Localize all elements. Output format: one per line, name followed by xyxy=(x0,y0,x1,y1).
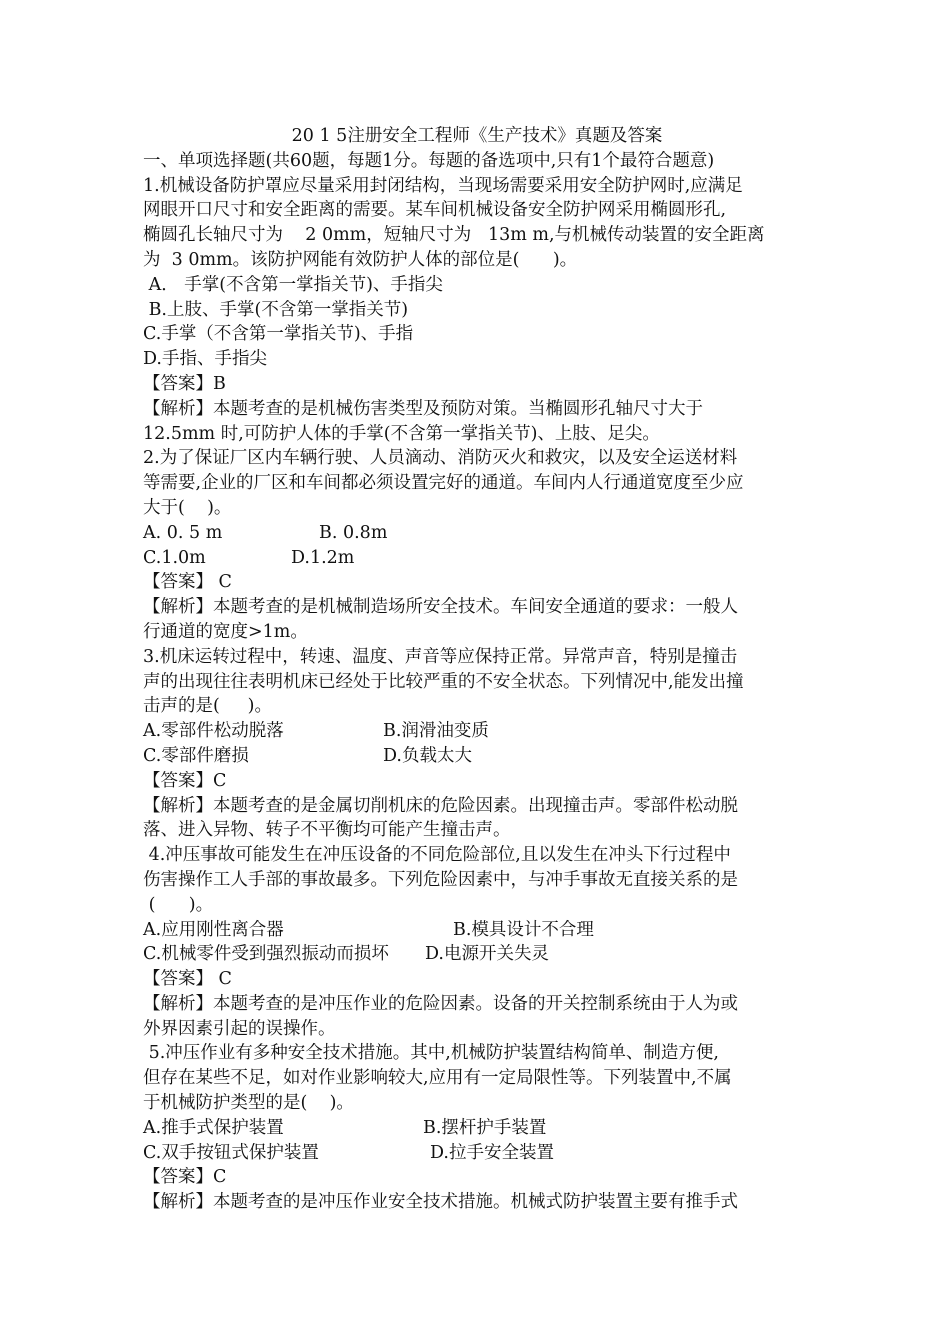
analysis-line: 【解析】本题考查的是机械伤害类型及预防对策。当椭圆形孔轴尺寸大于 xyxy=(143,398,703,419)
question-stem-line: 2.为了保证厂区内车辆行驶、人员滴动、消防灭火和救灾，以及安全运送材料 xyxy=(143,448,738,469)
option-b: B.摆杆护手装置 xyxy=(423,1117,547,1138)
option-c: C.机械零件受到强烈振动而损坏 xyxy=(143,944,389,965)
option-d: D.1.2m xyxy=(291,547,355,568)
option-d: D.电源开关失灵 xyxy=(425,944,549,965)
question-stem-line: 网眼开口尺寸和安全距离的需要。某车间机械设备安全防护网采用椭圆形孔, xyxy=(143,200,727,221)
options-row xyxy=(143,546,811,571)
option-d: D.手指、手指尖 xyxy=(143,349,267,370)
option-d: D.负载太大 xyxy=(383,745,472,766)
analysis-line: 【解析】本题考查的是冲压作业安全技术措施。机械式防护装置主要有推手式 xyxy=(143,1192,738,1213)
document-content xyxy=(143,124,811,1215)
question-stem-line: 椭圆孔长轴尺寸为 2 0mm，短轴尺寸为 13m m,与机械传动装置的安全距离 xyxy=(143,225,765,246)
question-4 xyxy=(143,843,811,1041)
options-row xyxy=(143,1141,811,1166)
answer: 【答案】 C xyxy=(143,572,232,593)
option-c: C.1.0m xyxy=(143,547,206,568)
option-b: B.模具设计不合理 xyxy=(453,919,594,940)
question-5 xyxy=(143,1041,811,1215)
option-a: A.推手式保护装置 xyxy=(143,1117,284,1138)
question-stem-line: 1.机械设备防护罩应尽量采用封闭结构，当现场需要采用安全防护网时,应满足 xyxy=(143,175,743,196)
option-c: C.零部件磨损 xyxy=(143,745,249,766)
question-stem-line: 声的出现往往表明机床已经处于比较严重的不安全状态。下列情况中,能发出撞 xyxy=(143,671,744,692)
question-stem-line: 5.冲压作业有多种安全技术措施。其中,机械防护装置结构简单、制造方便, xyxy=(143,1043,719,1064)
option-c: C.双手按钮式保护装置 xyxy=(143,1142,319,1163)
option-a: A． 手掌(不含第一掌指关节)、手指尖 xyxy=(143,274,443,295)
option-c: C.手掌（不含第一掌指关节)、手指 xyxy=(143,324,414,345)
answer: 【答案】C xyxy=(143,1167,227,1188)
analysis-line: 12.5mm 时,可防护人体的手掌(不含第一掌指关节)、上肢、足尖。 xyxy=(143,423,660,444)
question-stem-line: 伤害操作工人手部的事故最多。下列危险因素中，与冲手事故无直接关系的是 xyxy=(143,869,738,890)
question-stem-line: 于机械防护类型的是( )。 xyxy=(143,1093,354,1114)
question-stem-line: 3.机床运转过程中，转速、温度、声音等应保持正常。异常声音，特别是撞击 xyxy=(143,646,738,667)
question-stem-line: 4.冲压事故可能发生在冲压设备的不同危险部位,且以发生在冲头下行过程中 xyxy=(143,845,731,866)
option-b: B.润滑油变质 xyxy=(383,721,489,742)
answer: 【答案】 C xyxy=(143,969,232,990)
analysis-line: 落、进入异物、转子不平衡均可能产生撞击声。 xyxy=(143,820,511,841)
page-title: 20 1 5注册安全工程师《生产技术》真题及答案 xyxy=(291,126,663,146)
question-stem-line: 但存在某些不足，如对作业影响较大,应用有一定局限性等。下列装置中,不属 xyxy=(143,1068,732,1089)
analysis-line: 外界因素引起的误操作。 xyxy=(143,1018,336,1039)
options-row xyxy=(143,918,811,943)
question-2 xyxy=(143,446,811,644)
question-1 xyxy=(143,174,811,447)
question-stem-line: ( )。 xyxy=(143,894,214,915)
question-3 xyxy=(143,645,811,843)
option-a: A.应用刚性离合器 xyxy=(143,919,284,940)
option-a: A. 0. 5 m xyxy=(143,522,223,543)
options-row xyxy=(143,1116,811,1141)
question-stem-line: 击声的是( )。 xyxy=(143,696,272,717)
options-row xyxy=(143,719,811,744)
answer: 【答案】C xyxy=(143,770,227,791)
options-row xyxy=(143,521,811,546)
answer: 【答案】B xyxy=(143,373,226,394)
analysis-line: 行通道的宽度>1m。 xyxy=(143,621,308,642)
section-heading: 一、单项选择题(共60题，每题1分。每题的备选项中,只有1个最符合题意) xyxy=(143,150,715,171)
options-row xyxy=(143,744,811,769)
analysis-line: 【解析】本题考查的是金属切削机床的危险因素。出现撞击声。零部件松动脱 xyxy=(143,795,738,816)
question-stem-line: 等需要,企业的厂区和车间都必须设置完好的通道。车间内人行通道宽度至少应 xyxy=(143,473,744,494)
question-stem-line: 大于( )。 xyxy=(143,497,232,518)
option-b: B.上肢、手掌(不含第一掌指关节) xyxy=(143,299,409,320)
options-row xyxy=(143,942,811,967)
analysis-line: 【解析】本题考查的是冲压作业的危险因素。设备的开关控制系统由于人为或 xyxy=(143,993,738,1014)
option-a: A.零部件松动脱落 xyxy=(143,721,284,742)
analysis-line: 【解析】本题考查的是机械制造场所安全技术。车间安全通道的要求：一般人 xyxy=(143,597,738,618)
option-b: B. 0.8m xyxy=(319,522,388,543)
question-stem-line: 为 3 0mm。该防护网能有效防护人体的部位是( )。 xyxy=(143,249,578,270)
option-d: D.拉手安全装置 xyxy=(430,1142,554,1163)
